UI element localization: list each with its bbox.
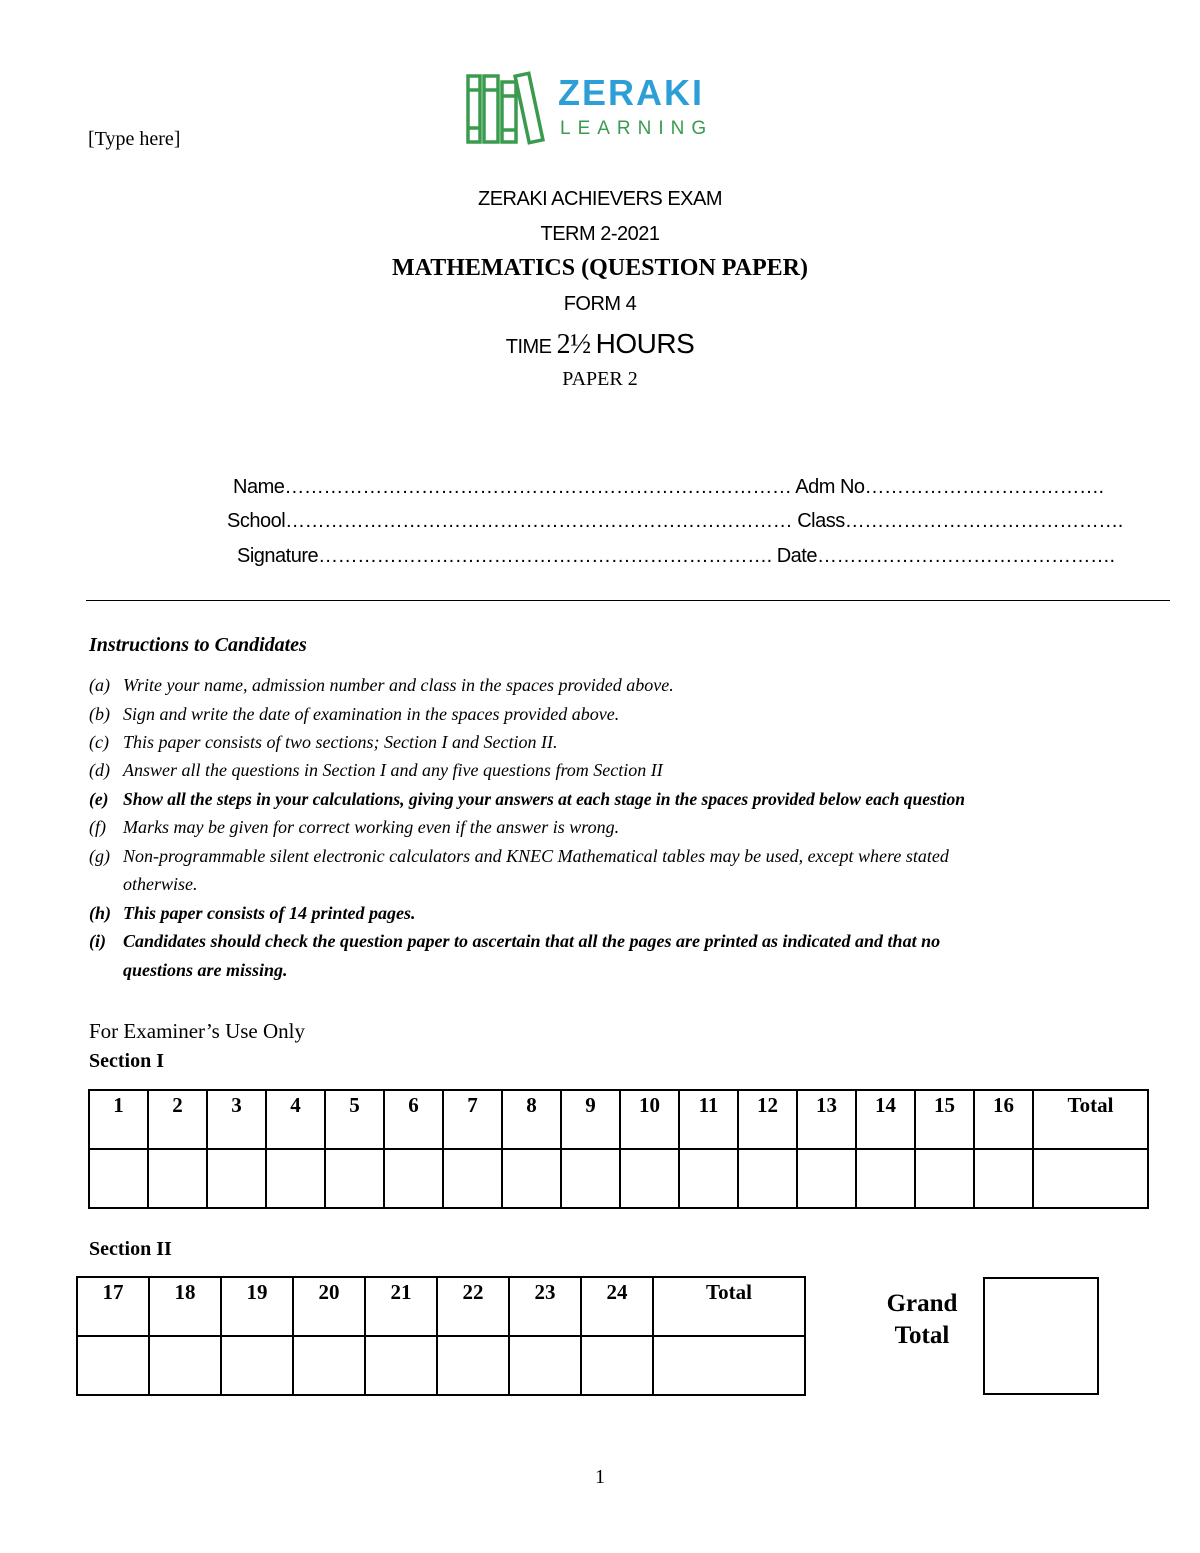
- score-cell[interactable]: [221, 1336, 293, 1395]
- grand-total-line2: Total: [894, 1322, 950, 1349]
- header-placeholder: [Type here]: [88, 128, 181, 150]
- instruction-label: (c): [89, 732, 109, 752]
- question-header: 19: [221, 1277, 293, 1336]
- question-header: 2: [148, 1090, 207, 1149]
- score-cell[interactable]: [89, 1149, 148, 1208]
- divider: [86, 600, 1170, 601]
- question-header: 4: [266, 1090, 325, 1149]
- instruction-label: (f): [89, 817, 106, 837]
- instruction-text: Marks may be given for correct working even if the answer is wrong.: [123, 817, 620, 837]
- question-header: 10: [620, 1090, 679, 1149]
- instruction-text: questions are missing.: [123, 960, 288, 980]
- question-header: 5: [325, 1090, 384, 1149]
- score-cell[interactable]: [856, 1149, 915, 1208]
- question-header: 8: [502, 1090, 561, 1149]
- exam-title: ZERAKI ACHIEVERS EXAM: [477, 188, 722, 210]
- instruction-item: [89, 931, 940, 952]
- instruction-text: This paper consists of two sections; Section I and Section II.: [123, 732, 558, 752]
- instruction-item: [89, 903, 416, 924]
- score-cell[interactable]: [266, 1149, 325, 1208]
- examiner-title: For Examiner’s Use Only: [89, 1019, 305, 1043]
- score-cell[interactable]: [148, 1149, 207, 1208]
- instruction-label: (g): [89, 846, 110, 866]
- score-cell[interactable]: [620, 1149, 679, 1208]
- question-header: 3: [207, 1090, 266, 1149]
- instruction-label: (a): [89, 675, 110, 695]
- score-cell[interactable]: [738, 1149, 797, 1208]
- score-cell[interactable]: [443, 1149, 502, 1208]
- instruction-label: (d): [89, 760, 110, 780]
- question-header: 7: [443, 1090, 502, 1149]
- instruction-text: Answer all the questions in Section I and any five questions from Section II: [123, 760, 663, 780]
- instruction-label: (e): [89, 789, 109, 809]
- total-cell[interactable]: [1033, 1149, 1148, 1208]
- instruction-label: (h): [89, 903, 111, 923]
- instruction-item: [89, 789, 965, 810]
- signature-date-field[interactable]: Signature……………………………………………………………. Date……………………………………….: [237, 545, 1115, 567]
- instruction-item: [89, 675, 674, 696]
- grand-total-label: [870, 1288, 974, 1352]
- grand-total-box[interactable]: [983, 1277, 1099, 1395]
- table-header-row: [77, 1277, 805, 1336]
- score-row: [89, 1149, 1148, 1208]
- score-cell[interactable]: [384, 1149, 443, 1208]
- total-header: Total: [653, 1277, 805, 1336]
- instruction-item: [89, 732, 557, 753]
- instruction-item: [89, 760, 663, 781]
- question-header: 21: [365, 1277, 437, 1336]
- books-icon: [466, 70, 550, 146]
- section2-title: Section II: [89, 1238, 172, 1260]
- instruction-text: Candidates should check the question paper to ascertain that all the pages are printed as indicated and that no: [123, 931, 941, 951]
- section1-score-table: [88, 1089, 1149, 1209]
- section2-score-table: [76, 1276, 806, 1396]
- page-number: 1: [595, 1466, 605, 1488]
- question-header: 16: [974, 1090, 1033, 1149]
- score-row: [77, 1336, 805, 1395]
- instruction-item: [89, 874, 198, 895]
- name-adm-field[interactable]: Name…………………………………………………………………… Adm No……………………………….: [233, 476, 1104, 498]
- question-header: 1: [89, 1090, 148, 1149]
- question-header: 15: [915, 1090, 974, 1149]
- form-level: FORM 4: [563, 293, 637, 315]
- score-cell[interactable]: [581, 1336, 653, 1395]
- question-header: 14: [856, 1090, 915, 1149]
- paper-number: PAPER 2: [562, 368, 638, 390]
- instruction-item: [89, 704, 619, 725]
- instruction-text: Write your name, admission number and class in the spaces provided above.: [123, 675, 674, 695]
- instruction-label: (i): [89, 931, 106, 951]
- question-header: 24: [581, 1277, 653, 1336]
- instruction-item: [89, 846, 949, 867]
- score-cell[interactable]: [502, 1149, 561, 1208]
- question-header: 6: [384, 1090, 443, 1149]
- score-cell[interactable]: [207, 1149, 266, 1208]
- question-header: 23: [509, 1277, 581, 1336]
- question-header: 9: [561, 1090, 620, 1149]
- grand-total-line1: Grand: [886, 1290, 958, 1317]
- subject-title: MATHEMATICS (QUESTION PAPER): [391, 255, 808, 281]
- question-header: 11: [679, 1090, 738, 1149]
- instruction-item: [89, 960, 288, 981]
- score-cell[interactable]: [509, 1336, 581, 1395]
- logo-wordmark: ZERAKI: [558, 72, 704, 113]
- instruction-text: Sign and write the date of examination in the spaces provided above.: [123, 704, 620, 724]
- time-unit: HOURS: [595, 328, 695, 359]
- question-header: 13: [797, 1090, 856, 1149]
- time-label: TIME: [505, 336, 552, 358]
- logo-subtitle: LEARNING: [560, 118, 714, 139]
- instructions-title: Instructions to Candidates: [89, 634, 307, 656]
- table-header-row: [89, 1090, 1148, 1149]
- question-header: 12: [738, 1090, 797, 1149]
- score-cell[interactable]: [149, 1336, 221, 1395]
- time-value: 2½: [556, 329, 591, 360]
- score-cell[interactable]: [365, 1336, 437, 1395]
- time-allowed: [0, 328, 1200, 361]
- score-cell[interactable]: [293, 1336, 365, 1395]
- question-header: 17: [77, 1277, 149, 1336]
- instruction-text: Non-programmable silent electronic calculators and KNEC Mathematical tables may be used, except where stated: [123, 846, 949, 866]
- total-cell[interactable]: [653, 1336, 805, 1395]
- score-cell[interactable]: [915, 1149, 974, 1208]
- score-cell[interactable]: [437, 1336, 509, 1395]
- section1-title: Section I: [89, 1050, 164, 1072]
- score-cell[interactable]: [974, 1149, 1033, 1208]
- instruction-text: otherwise.: [123, 874, 198, 894]
- instruction-text: Show all the steps in your calculations, giving your answers at each stage in the spaces provided below each question: [123, 789, 965, 809]
- zeraki-logo: [466, 70, 756, 146]
- score-cell[interactable]: [77, 1336, 149, 1395]
- instruction-text: This paper consists of 14 printed pages.: [123, 903, 416, 923]
- question-header: 22: [437, 1277, 509, 1336]
- score-cell[interactable]: [325, 1149, 384, 1208]
- exam-term: TERM 2-2021: [540, 223, 660, 245]
- question-header: 18: [149, 1277, 221, 1336]
- total-header: Total: [1033, 1090, 1148, 1149]
- instruction-label: (b): [89, 704, 110, 724]
- instruction-item: [89, 817, 619, 838]
- question-header: 20: [293, 1277, 365, 1336]
- score-cell[interactable]: [561, 1149, 620, 1208]
- score-cell[interactable]: [679, 1149, 738, 1208]
- score-cell[interactable]: [797, 1149, 856, 1208]
- school-class-field[interactable]: School…………………………………………………………………… Class…………………………………….: [227, 510, 1123, 532]
